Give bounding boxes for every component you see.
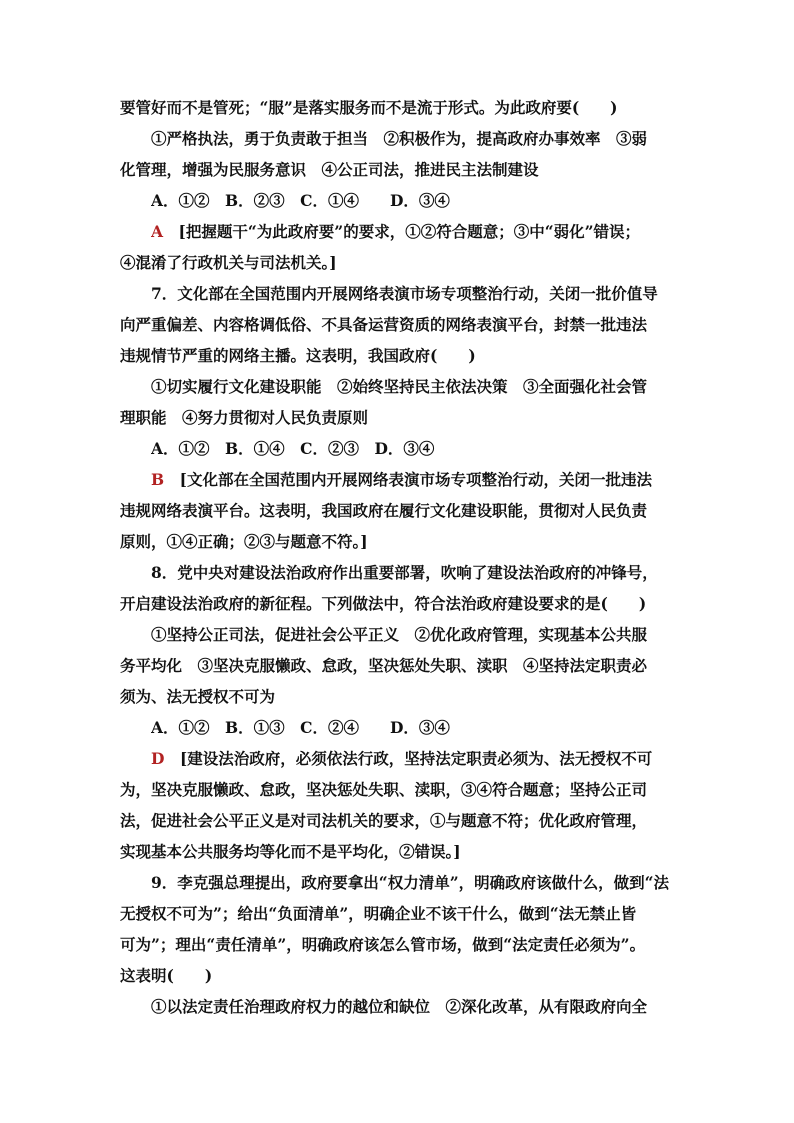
text-line: 原则，①④正确；②③与题意不符。]: [120, 532, 368, 551]
text-line: 为，坚决克服懒政、怠政，坚决惩处失职、渎职，③④符合题意；坚持公正司: [120, 780, 648, 799]
answer-line: [151, 221, 680, 243]
text-line: 无授权不可为”；给出“负面清单”，明确企业不该干什么，做到“法无禁止皆: [120, 904, 637, 923]
text-line: 可为”；理出“责任清单”，明确政府该怎么管市场，做到“法定责任必须为”。: [120, 935, 646, 954]
question-8-line: 8．党中央对建设法治政府作出重要部署，吹响了建设法治政府的冲锋号，: [151, 563, 658, 582]
text-line: 向严重偏差、内容格调低俗、不具备运营资质的网络表演平台，封禁一批违法: [120, 315, 648, 334]
text-line: ④混淆了行政机关与司法机关。]: [120, 253, 337, 272]
text-line: 这表明( ): [120, 966, 213, 985]
options-line: A．①② B．①③ C．②④ D．③④: [151, 718, 450, 737]
text-line: 要管好而不是管死；“服”是落实服务而不是流于形式。为此政府要( ): [120, 98, 618, 117]
text-line: 理职能 ④努力贯彻对人民负责原则: [120, 408, 369, 427]
text-line: ①严格执法，勇于负责敢于担当 ②积极作为，提高政府办事效率 ③弱: [151, 129, 648, 148]
text-line: ①坚持公正司法，促进社会公平正义 ②优化政府管理，实现基本公共服: [151, 625, 648, 644]
text-line: 开启建设法治政府的新征程。下列做法中，符合法治政府建设要求的是( ): [120, 594, 647, 613]
text-line: 违规情节严重的网络主播。这表明，我国政府( ): [120, 346, 476, 365]
answer-letter: D: [151, 749, 165, 768]
explanation-text: [把握题干“为此政府要”的要求，①②符合题意；③中“弱化”错误；: [163, 222, 641, 241]
text-line: ①切实履行文化建设职能 ②始终坚持民主依法决策 ③全面强化社会管: [151, 377, 648, 396]
answer-line: [151, 469, 680, 491]
answer-letter: A: [151, 222, 164, 241]
question-7-line: 7．文化部在全国范围内开展网络表演市场专项整治行动，关闭一批价值导: [151, 284, 658, 303]
explanation-text: [文化部在全国范围内开展网络表演市场专项整治行动，关闭一批违法: [164, 470, 652, 489]
answer-letter: B: [151, 470, 165, 489]
question-9-line: 9．李克强总理提出，政府要拿出“权力清单”，明确政府该做什么，做到“法: [151, 873, 670, 892]
text-line: 化管理，增强为民服务意识 ④公正司法，推进民主法制建设: [120, 160, 539, 179]
options-line: A．①② B．②③ C．①④ D．③④: [151, 191, 450, 210]
explanation-text: [建设法治政府，必须依法行政，坚持法定职责必须为、法无授权不可: [164, 749, 653, 768]
text-line: 实现基本公共服务均等化而不是平均化，②错误。]: [120, 842, 461, 861]
text-line: 务平均化 ③坚决克服懒政、怠政，坚决惩处失职、渎职 ④坚持法定职责必: [120, 656, 648, 675]
text-line: ①以法定责任治理政府权力的越位和缺位 ②深化改革，从有限政府向全: [151, 997, 648, 1016]
text-line: 违规网络表演平台。这表明，我国政府在履行文化建设职能，贯彻对人民负责: [120, 501, 648, 520]
answer-line: [151, 748, 680, 770]
options-line: A．①② B．①④ C．②③ D．③④: [151, 439, 435, 458]
text-line: 法，促进社会公平正义是对司法机关的要求，①与题意不符；优化政府管理，: [120, 811, 648, 830]
text-line: 须为、法无授权不可为: [120, 687, 276, 706]
